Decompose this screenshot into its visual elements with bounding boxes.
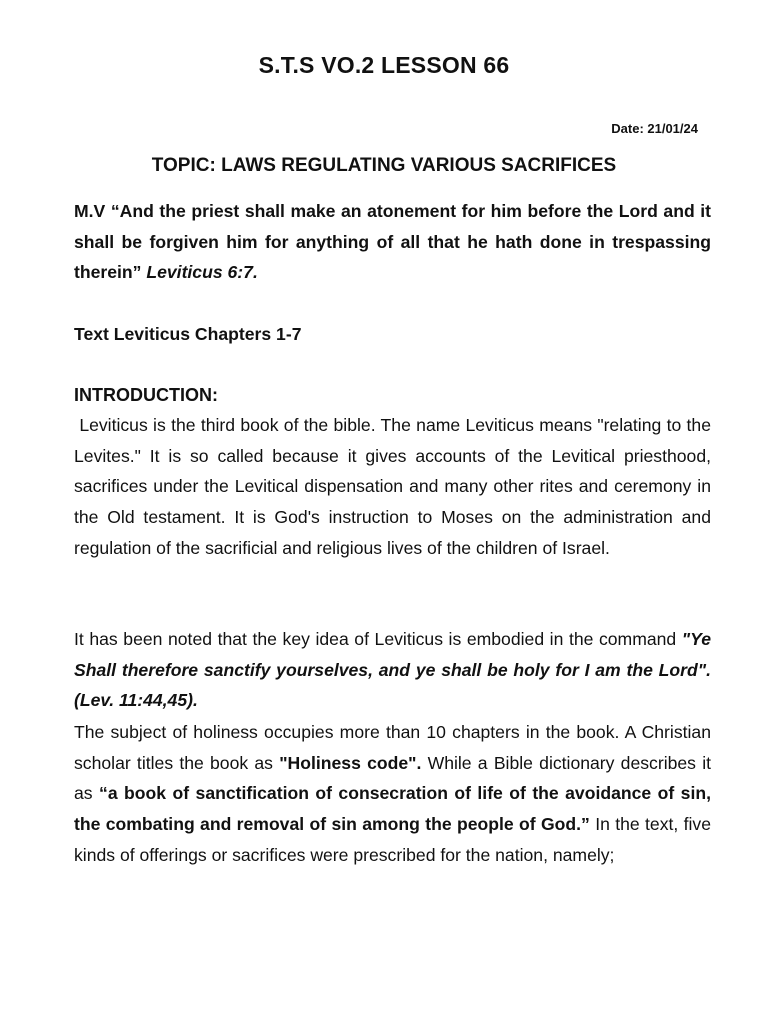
introduction-heading: INTRODUCTION: [74, 385, 218, 405]
holiness-code-label: "Holiness code". [279, 752, 422, 773]
memory-verse-reference: Leviticus 6:7. [146, 262, 258, 283]
memory-verse [74, 196, 711, 288]
holiness-part-3: In the text, five kinds of offerings or sacrifices were prescribed for the nation, namely; [74, 814, 711, 865]
holiness-paragraph [74, 717, 711, 871]
key-idea-quote: "Ye Shall therefore sanctify yourselves, and ye shall be holy for I am the Lord". (Lev. 11:44,45). [74, 629, 711, 711]
holiness-part-1: The subject of holiness occupies more than 10 chapters in the book. A Christian scholar titles the book as [74, 722, 711, 773]
lesson-date: Date: 21/01/24 [611, 121, 698, 136]
memory-verse-text: M.V “And the priest shall make an atonement for him before the Lord and it shall be forgiven him for anything of all that he hath done in trespassing therein” [74, 201, 711, 283]
page-title: S.T.S VO.2 LESSON 66 [258, 52, 510, 78]
text-reference: Text Leviticus Chapters 1-7 [74, 324, 302, 344]
bible-dictionary-quote: “a book of sanctification of consecration of life of the avoidance of sin, the combating and removal of sin among the people of God.” [74, 783, 711, 835]
holiness-part-2: While a Bible dictionary describes it as [74, 752, 711, 804]
key-idea-paragraph [74, 624, 711, 716]
key-idea-intro: It has been noted that the key idea of Leviticus is embodied in the command [74, 629, 682, 649]
topic-heading: TOPIC: LAWS REGULATING VARIOUS SACRIFICES [151, 155, 617, 176]
introduction-paragraph: Leviticus is the third book of the bible. The name Leviticus means "relating to the Levites." It is so called because it gives accounts of the Levitical priesthood, sacrifices under the Levitical dispensation and many other rites and ceremony in the Old testament. It is God's instruction to Moses on the administration and regulation of the sacrificial and religious lives of the children of Israel. [74, 415, 716, 558]
